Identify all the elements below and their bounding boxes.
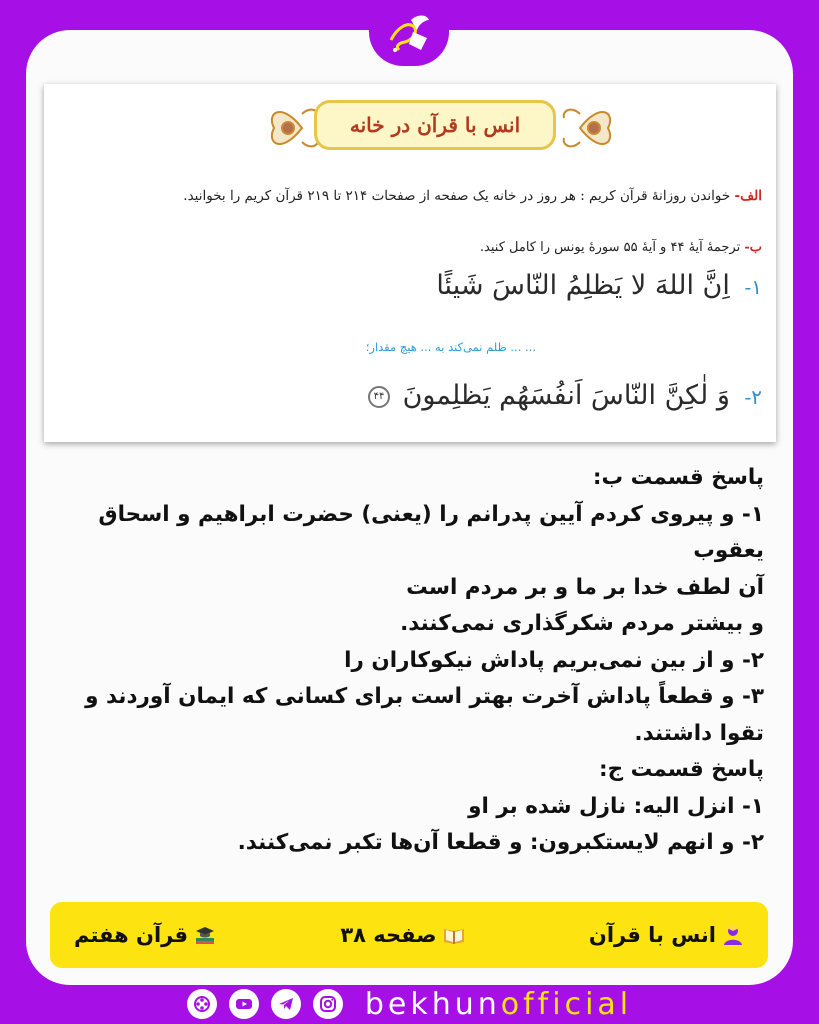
open-book-icon <box>443 924 465 946</box>
instagram-link[interactable] <box>313 989 343 1019</box>
instruction-b-text: ترجمهٔ آیهٔ ۴۴ و آیهٔ ۵۵ سورهٔ یونس را کامل کنید. <box>479 240 741 255</box>
aparat-icon <box>193 995 211 1013</box>
instruction-a-label: الف- <box>734 188 762 204</box>
instruction-b <box>480 240 762 255</box>
answer-b1-line4: و بیشتر مردم شکرگذاری نمی‌کنند. <box>400 611 764 636</box>
youtube-icon <box>235 995 253 1013</box>
instagram-icon <box>319 995 337 1013</box>
answer-b3-line2: تقوا داشتند. <box>634 720 764 746</box>
bekhun-logo-icon <box>383 10 435 56</box>
info-lesson-label: انس با قرآن <box>588 923 716 947</box>
verse-2 <box>368 380 762 411</box>
answer-b1-line3: آن لطف خدا بر ما و بر مردم است <box>406 574 764 600</box>
brand-handle-part2: official <box>500 986 633 1022</box>
info-page-label: صفحه ۳۸ <box>340 923 437 947</box>
answer-b3-line1: ۳- و قطعاً پاداش آخرت بهتر است برای کسانی که ایمان آوردند و <box>85 684 764 709</box>
answer-c1: ۱- انزل الیه: نازل شده بر او <box>468 793 764 819</box>
youtube-link[interactable] <box>229 989 259 1019</box>
info-course <box>74 923 216 947</box>
answers-section <box>52 460 764 862</box>
lesson-title: انس با قرآن در خانه <box>314 100 556 150</box>
telegram-link[interactable] <box>271 989 301 1019</box>
verse-1-text: اِنَّ اللهَ لا یَظلِمُ النّاسَ شَیئًا <box>436 270 730 301</box>
info-page <box>340 923 464 947</box>
aparat-link[interactable] <box>187 989 217 1019</box>
answer-b1-line1: ۱- و پیروی کردم آیین پدرانم را (یعنی) حضرت ابراهیم و اسحاق <box>98 501 764 527</box>
answer-c2: ۲- و انهم لایستکبرون: و قطعا آن‌ها تکبر نمی‌کنند. <box>237 830 764 855</box>
student-icon <box>722 924 744 946</box>
footer <box>0 984 819 1024</box>
instruction-a <box>72 188 762 204</box>
verse-2-text: وَ لٰکِنَّ النّاسَ اَنفُسَهُم یَظلِمونَ <box>402 380 730 411</box>
info-course-label: قرآن هفتم <box>74 923 188 947</box>
answer-b2: ۲- و از بین نمی‌بریم پاداش نیکوکاران را <box>344 647 764 673</box>
answer-c-heading: پاسخ قسمت ج: <box>599 757 764 782</box>
brand-logo[interactable] <box>369 0 449 66</box>
brand-handle-part1: bekhun <box>364 986 501 1022</box>
info-lesson <box>589 923 744 947</box>
info-bar <box>50 902 768 968</box>
verse-1 <box>436 270 762 301</box>
answer-b-heading: پاسخ قسمت ب: <box>592 465 764 490</box>
verse-2-number: ۲- <box>744 385 762 409</box>
verse-1-number: ۱- <box>744 275 762 299</box>
instruction-a-text: خواندن روزانهٔ قرآن کریم : هر روز در خانه یک صفحه از صفحات ۲۱۴ تا ۲۱۹ قرآن کریم را بخوانید. <box>183 188 731 204</box>
ayah-number-icon: ۴۴ <box>368 386 390 408</box>
instruction-b-label: ب- <box>744 240 762 255</box>
graduation-cap-icon <box>194 924 216 946</box>
textbook-excerpt <box>44 84 776 442</box>
verse-1-translation: ... ... ظلم نمی‌کند به ... هیچ مقدار؛ <box>365 340 536 354</box>
brand-handle[interactable] <box>365 987 632 1022</box>
answer-b1-line2: یعقوب <box>693 538 764 563</box>
telegram-icon <box>277 995 295 1013</box>
